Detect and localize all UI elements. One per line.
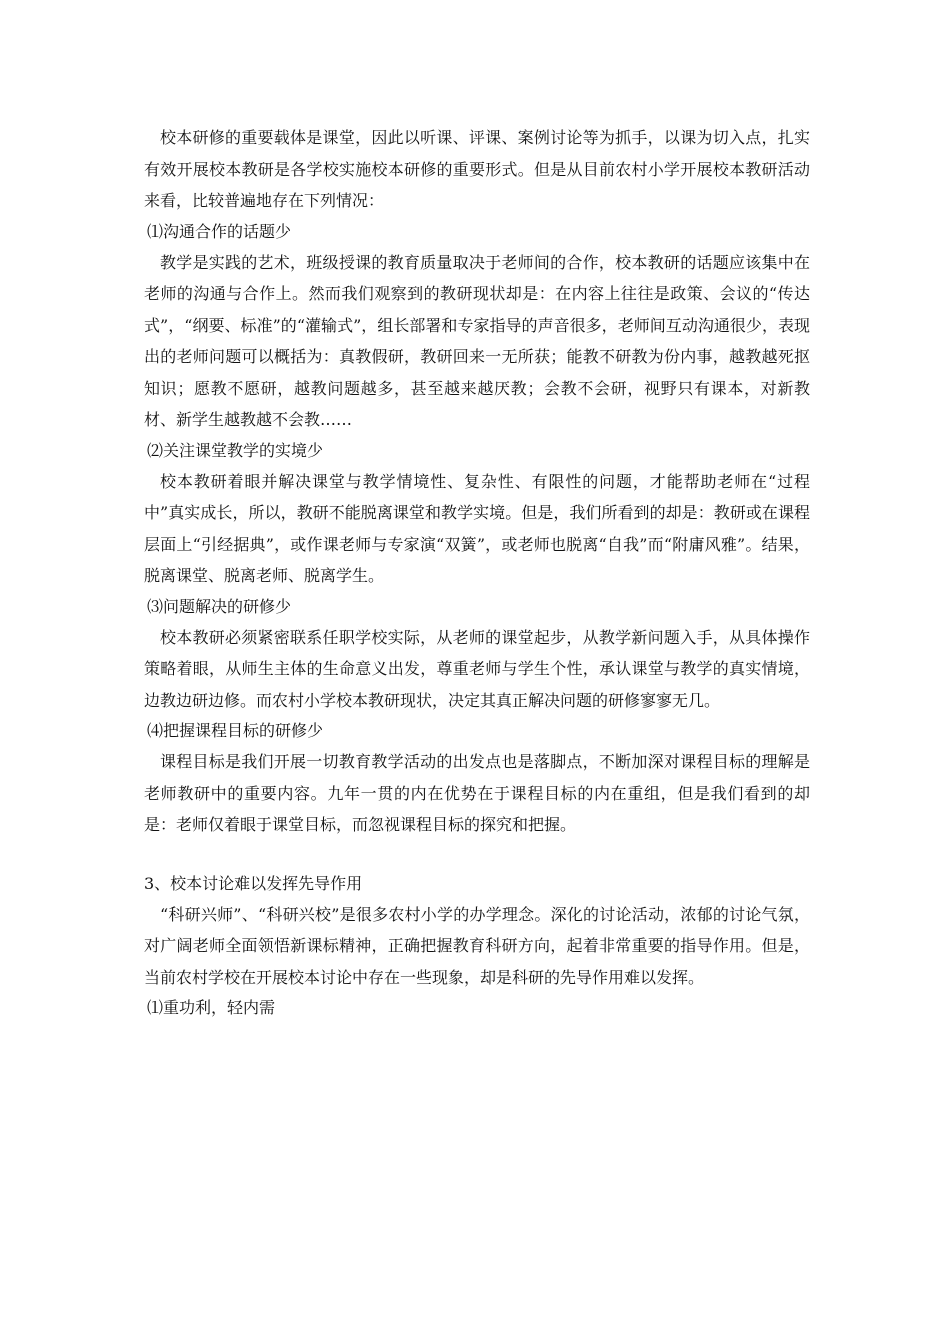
subheading-utilitarian: ⑴重功利，轻内需	[147, 998, 276, 1017]
section-title-research: 3、校本讨论难以发挥先导作用	[144, 873, 363, 893]
document-body	[144, 122, 810, 1023]
paragraph-intro: 校本研修的重要载体是课堂，因此以听课、评课、案例讨论等为抓手，以课为切入点，扎实有效开展校本教研是各学校实施校本研修的重要形式。但是从目前农村小学开展校本教研活动来看，比较普遍地存在下列情况：	[144, 128, 810, 210]
paragraph-curriculum-goals: 课程目标是我们开展一切教育教学活动的出发点也是落脚点，不断加深对课程目标的理解是老师教研中的重要内容。九年一贯的内在优势在于课程目标的内在重组，但是我们看到的却是：老师仅着眼于课堂目标，而忽视课程目标的探究和把握。	[144, 752, 810, 834]
paragraph-communication: 教学是实践的艺术，班级授课的教育质量取决于老师间的合作，校本教研的话题应该集中在老师的沟通与合作上。然而我们观察到的教研现状却是：在内容上往往是政策、会议的“传达式”，“纲要、标准”的“灌输式”，组长部署和专家指导的声音很多，老师间互动沟通很少，表现出的老师问题可以概括为：真教假研，教研回来一无所获；能教不研教为份内事，越教越死抠知识；愿教不愿研，越教问题越多，甚至越来越厌教；会教不会研，视野只有课本，对新教材、新学生越教越不会教……	[144, 252, 810, 429]
section-gap	[144, 841, 810, 869]
paragraph-problem-solving: 校本教研必须紧密联系任职学校实际，从老师的课堂起步，从教学新问题入手，从具体操作策略着眼，从师生主体的生命意义出发，尊重老师与学生个性，承认课堂与教学的真实情境，边教边研边修。而农村小学校本教研现状，决定其真正解决问题的研修寥寥无几。	[144, 627, 810, 710]
paragraph-classroom: 校本教研着眼并解决课堂与教学情境性、复杂性、有限性的问题，才能帮助老师在“过程中”真实成长，所以，教研不能脱离课堂和教学实境。但是，我们所看到的却是：教研或在课程层面上“引经据典”，或作课老师与专家演“双簧”，或老师也脱离“自我”而“附庸风雅”。结果，脱离课堂、脱离老师、脱离学生。	[144, 471, 810, 585]
subheading-communication: ⑴沟通合作的话题少	[147, 221, 292, 241]
subheading-classroom: ⑵关注课堂教学的实境少	[147, 440, 324, 460]
subheading-curriculum-goals: ⑷把握课程目标的研修少	[147, 721, 324, 740]
paragraph-research: “科研兴师”、“科研兴校”是很多农村小学的办学理念。深化的讨论活动，浓郁的讨论气氛，对广阔老师全面领悟新课标精神，正确把握教育科研方向，起着非常重要的指导作用。但是，当前农村学校在开展校本讨论中存在一些现象，却是科研的先导作用难以发挥。	[144, 904, 810, 987]
subheading-problem-solving: ⑶问题解决的研修少	[147, 596, 292, 616]
